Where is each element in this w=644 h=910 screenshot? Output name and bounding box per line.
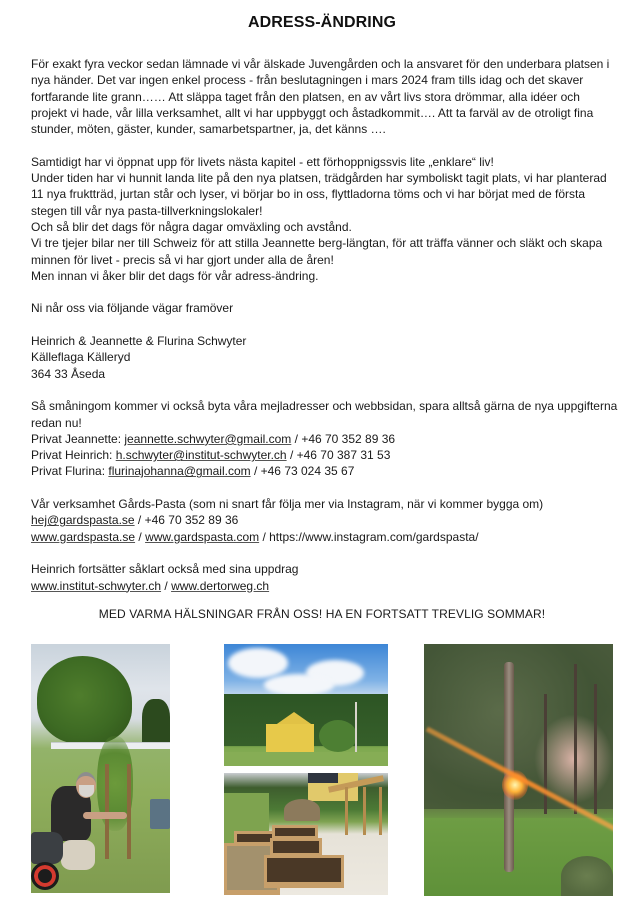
raised-garden-beds-photo [224,773,388,895]
text-line: minnen för livet - precis så vi har gjort under alla de åren! [31,252,334,267]
text-line: Och så blir det dags för några dagar omväxling och avstånd. [31,219,352,234]
page-title: ADRESS-ÄNDRING [247,14,397,31]
business-phone: / +46 70 352 89 36 [134,513,239,528]
gardspasta-se-link[interactable]: www.gardspasta.se [31,529,136,544]
text-line: Under tiden har vi hunnit landa lite på den nya platsen, trädgården har symboliskt tagit plats, vi har planterad [31,171,607,186]
text-line: fortfarande lite grann…… Att släppa taget från den platsen, en av vårt livs stora drömmar, alla idéer och [31,89,580,104]
contact-phone: / +46 70 387 31 53 [286,448,391,463]
text-line: nya händer. Det var ingen enkel process - från beslutagningen i mars 2024 fram tills idag och det skaver [31,73,584,88]
separator: / [161,578,172,593]
yellow-house-photo [224,644,388,766]
heinrich-text: Heinrich fortsätter såklart också med sina uppdrag [31,562,299,577]
business-intro: Vår verksamhet Gårds-Pasta (som ni snart får följa mer via Instagram, när vi kommer bygga om) [31,497,544,512]
address-postal: 364 33 Åseda [31,366,106,381]
email-link-flurina[interactable]: flurinajohanna@gmail.com [108,464,251,479]
contact-flurina [31,463,621,479]
update-note: redan nu! [31,415,82,430]
text-line: Men innan vi åker blir det dags för vår adress-ändring. [31,268,319,283]
text-line: stegen till vår nya pasta-tillverkningslokaler! [31,203,263,218]
contact-label: Privat Jeannette: [31,431,125,446]
text-line: Samtidigt har vi öppnat upp för livets nästa kapitel - ett förhoppnigssvis lite „enklare“ liv! [31,154,494,169]
contact-label: Privat Flurina: [31,464,109,479]
closing-greeting: MED VARMA HÄLSNINGAR FRÅN OSS! HA EN FORTSATT TREVLIG SOMMAR! [98,607,546,621]
contact-phone: / +46 73 024 35 67 [250,464,355,479]
address-street: Källeflaga Källeryd [31,350,131,365]
text-line: För exakt fyra veckor sedan lämnade vi vår älskade Juvengården och la ansvaret för den underbara platsen i [31,57,610,71]
dertorweg-link[interactable]: www.dertorweg.ch [171,578,270,593]
paragraph-farewell [31,56,621,594]
text-line: 11 nya fruktträd, jurtan står och lyser, vi börjar bo in oss, flyttladorna töms och vi har börjat med de första [31,187,586,202]
contact-label: Privat Heinrich: [31,448,116,463]
text-line: stunder, möten, gäster, kunder, samarbetspartner, ja, det känns …. [31,122,386,137]
contact-jeannette [31,431,621,447]
text-line: Vi tre tjejer bilar ner till Schweiz för att stilla Jeannette berg-längtan, för att träffa vänner och släkt och skapa [31,236,603,251]
instagram-url: / https://www.instagram.com/gardspasta/ [259,529,479,544]
address-names: Heinrich & Jeannette & Flurina Schwyter [31,334,247,349]
gardspasta-com-link[interactable]: www.gardspasta.com [145,529,260,544]
business-email-link[interactable]: hej@gardspasta.se [31,513,135,528]
business-contact [31,512,621,528]
email-link-jeannette[interactable]: jeannette.schwyter@gmail.com [124,431,292,446]
sunset-tree-photo [424,644,613,896]
institut-schwyter-link[interactable]: www.institut-schwyter.ch [31,578,162,593]
contact-phone: / +46 70 352 89 36 [291,431,396,446]
contact-heinrich [31,447,621,463]
business-sites [31,529,621,545]
reach-us-text: Ni når oss via följande vägar framöver [31,301,234,316]
email-link-heinrich[interactable]: h.schwyter@institut-schwyter.ch [115,448,287,463]
update-note: Så småningom kommer vi också byta våra mejladresser och webbsidan, spara alltså gärna de nya uppgifterna [31,399,618,414]
heinrich-sites [31,578,621,594]
text-line: projekt vi hade, vår lilla verksamhet, allt vi har uppbyggt och åstadkommit…. Att ta farväl av de otroligt fina [31,105,594,120]
separator: / [135,529,146,544]
man-planting-tree-photo [31,644,170,893]
